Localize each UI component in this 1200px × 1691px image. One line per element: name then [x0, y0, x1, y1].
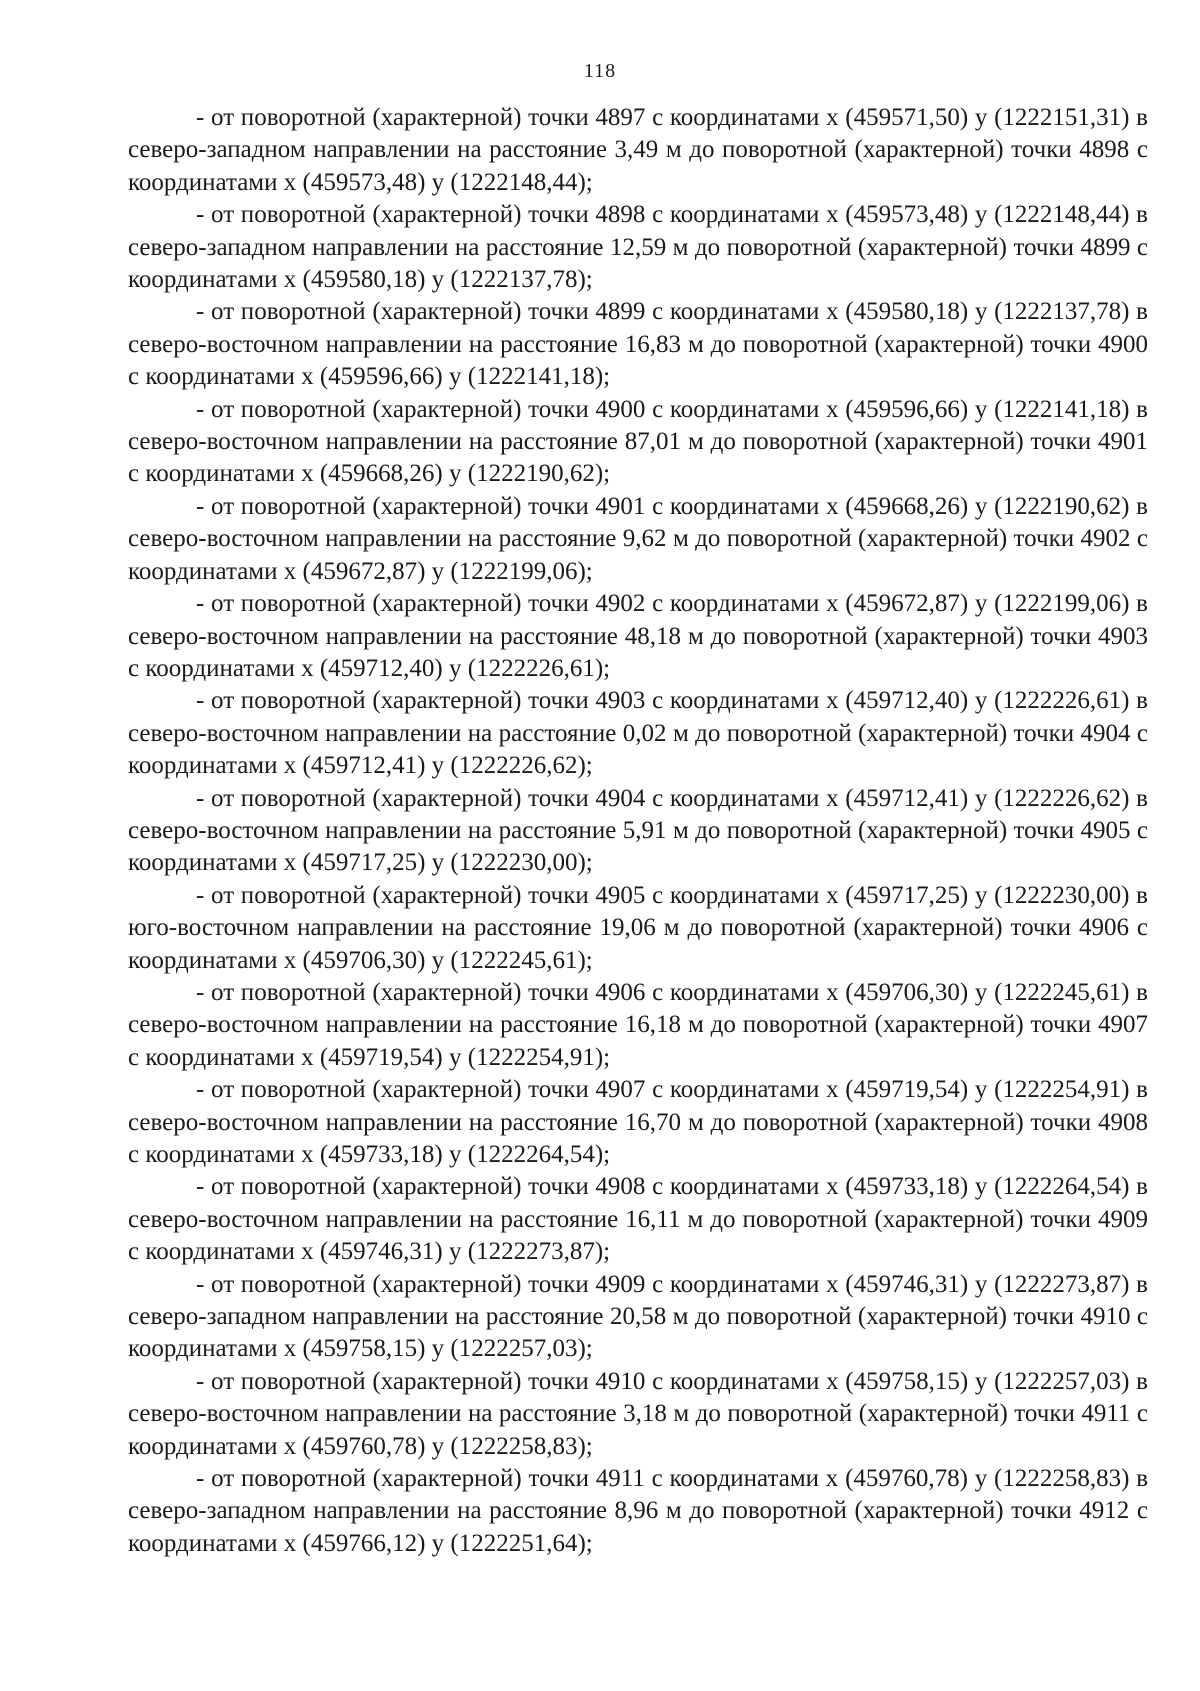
boundary-segment-paragraph: - от поворотной (характерной) точки 4907 с координатами х (459719,54) у (1222254,91) в северо-восточном направлении на расстояние 16,70 м до поворотной (характерной) точки 4908 с координатами х (459733,18) у (1222264,54);	[128, 1076, 1148, 1168]
boundary-segment-paragraph: - от поворотной (характерной) точки 4898 с координатами х (459573,48) у (1222148,44) в северо-западном направлении на расстояние 12,59 м до поворотной (характерной) точки 4899 с координатами х (459580,18) у (1222137,78);	[128, 201, 1148, 294]
document-body	[128, 102, 1148, 1560]
boundary-segment-paragraph: - от поворотной (характерной) точки 4909 с координатами х (459746,31) у (1222273,87) в северо-западном направлении на расстояние 20,58 м до поворотной (характерной) точки 4910 с координатами х (459758,15) у (1222257,03);	[128, 1270, 1148, 1363]
boundary-segment-paragraph: - от поворотной (характерной) точки 4910 с координатами х (459758,15) у (1222257,03) в северо-восточном направлении на расстояние 3,18 м до поворотной (характерной) точки 4911 с координатами х (459760,78) у (1222258,83);	[128, 1367, 1148, 1460]
boundary-segment-paragraph: - от поворотной (характерной) точки 4906 с координатами х (459706,30) у (1222245,61) в северо-восточном направлении на расстояние 16,18 м до поворотной (характерной) точки 4907 с координатами х (459719,54) у (1222254,91);	[128, 978, 1148, 1071]
boundary-segment-paragraph: - от поворотной (характерной) точки 4903 с координатами х (459712,40) у (1222226,61) в северо-восточном направлении на расстояние 0,02 м до поворотной (характерной) точки 4904 с координатами х (459712,41) у (1222226,62);	[128, 687, 1148, 780]
boundary-segment-paragraph: - от поворотной (характерной) точки 4902 с координатами х (459672,87) у (1222199,06) в северо-восточном направлении на расстояние 48,18 м до поворотной (характерной) точки 4903 с координатами х (459712,40) у (1222226,61);	[128, 590, 1148, 682]
page-number: 118	[583, 60, 617, 82]
boundary-segment-paragraph: - от поворотной (характерной) точки 4897 с координатами х (459571,50) у (1222151,31) в северо-западном направлении на расстояние 3,49 м до поворотной (характерной) точки 4898 с координатами х (459573,48) у (1222148,44);	[128, 104, 1148, 196]
boundary-segment-paragraph: - от поворотной (характерной) точки 4899 с координатами х (459580,18) у (1222137,78) в северо-восточном направлении на расстояние 16,83 м до поворотной (характерной) точки 4900 с координатами х (459596,66) у (1222141,18);	[128, 298, 1148, 391]
boundary-segment-paragraph: - от поворотной (характерной) точки 4908 с координатами х (459733,18) у (1222264,54) в северо-восточном направлении на расстояние 16,11 м до поворотной (характерной) точки 4909 с координатами х (459746,31) у (1222273,87);	[128, 1173, 1148, 1266]
boundary-segment-paragraph: - от поворотной (характерной) точки 4904 с координатами х (459712,41) у (1222226,62) в северо-восточном направлении на расстояние 5,91 м до поворотной (характерной) точки 4905 с координатами х (459717,25) у (1222230,00);	[128, 784, 1148, 877]
boundary-segment-paragraph: - от поворотной (характерной) точки 4901 с координатами х (459668,26) у (1222190,62) в северо-восточном направлении на расстояние 9,62 м до поворотной (характерной) точки 4902 с координатами х (459672,87) у (1222199,06);	[128, 492, 1148, 585]
boundary-segment-paragraph: - от поворотной (характерной) точки 4900 с координатами х (459596,66) у (1222141,18) в северо-восточном направлении на расстояние 87,01 м до поворотной (характерной) точки 4901 с координатами х (459668,26) у (1222190,62);	[128, 395, 1148, 488]
boundary-segment-paragraph: - от поворотной (характерной) точки 4905 с координатами х (459717,25) у (1222230,00) в юго-восточном направлении на расстояние 19,06 м до поворотной (характерной) точки 4906 с координатами х (459706,30) у (1222245,61);	[128, 881, 1148, 974]
boundary-segment-paragraph: - от поворотной (характерной) точки 4911 с координатами х (459760,78) у (1222258,83) в северо-западном направлении на расстояние 8,96 м до поворотной (характерной) точки 4912 с координатами х (459766,12) у (1222251,64);	[128, 1465, 1148, 1557]
